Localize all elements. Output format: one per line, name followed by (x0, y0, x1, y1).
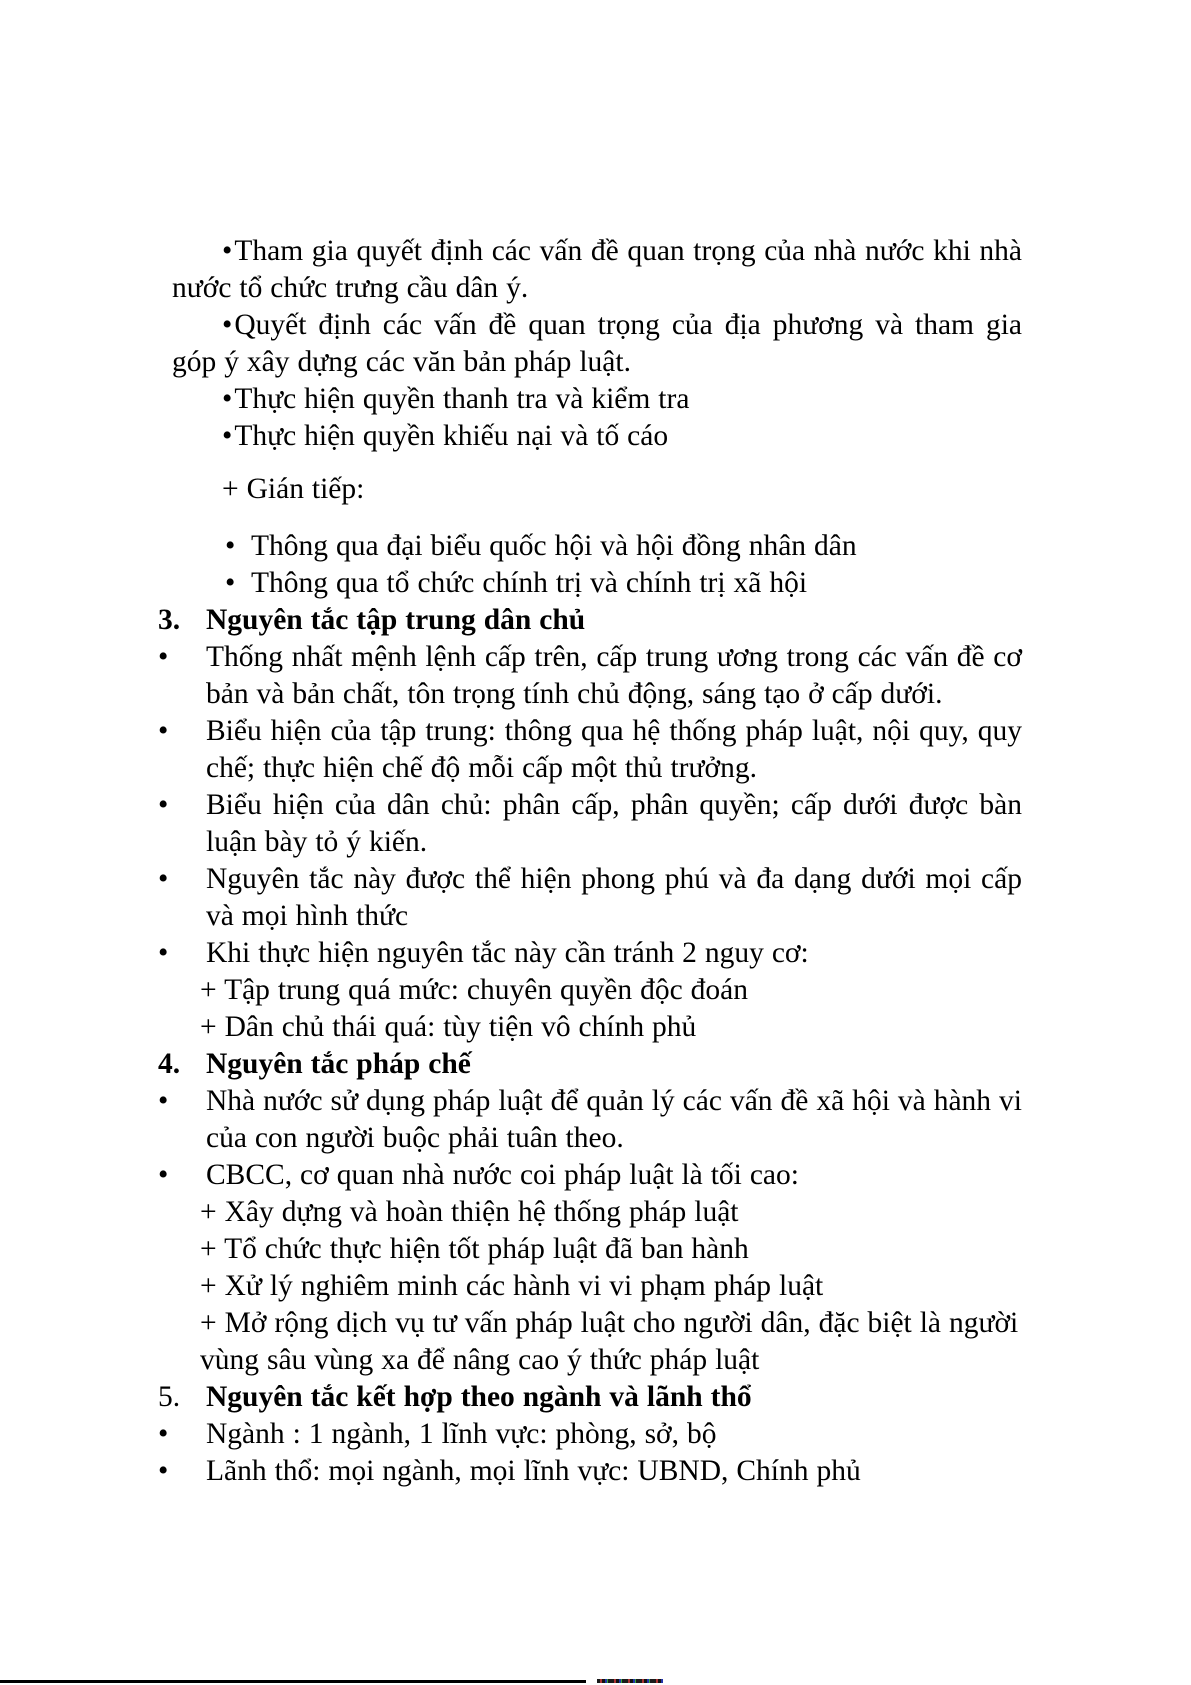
paragraph-bulleted (172, 233, 1022, 307)
list-item-text: CBCC, cơ quan nhà nước coi pháp luật là tối cao: (206, 1159, 799, 1191)
bullet-icon: • (158, 1418, 169, 1450)
list-item-text: Biểu hiện của dân chủ: phân cấp, phân quyền; cấp dưới được bàn luận bày tỏ ý kiến. (206, 789, 1022, 858)
plus-sub-line: + Tập trung quá mức: chuyên quyền độc đoán (200, 974, 748, 1006)
bullet-icon: • (158, 1455, 169, 1487)
plus-heading-line: + Gián tiếp: (222, 473, 365, 505)
sub-list-item (225, 565, 1022, 602)
paragraph-text: Thực hiện quyền khiếu nại và tố cáo (234, 420, 669, 452)
plus-sub-line: + Xây dựng và hoàn thiện hệ thống pháp luật (200, 1196, 739, 1228)
bullet-icon: • (222, 420, 233, 452)
list-item (158, 1416, 1022, 1453)
section-number: 5. (158, 1381, 181, 1413)
list-item (158, 861, 1022, 935)
paragraph-bulleted (172, 418, 1022, 455)
bullet-icon: • (158, 1159, 169, 1191)
paragraph-text: Thực hiện quyền thanh tra và kiểm tra (234, 383, 690, 415)
plus-sub-line: + Tổ chức thực hiện tốt pháp luật đã ban hành (200, 1233, 749, 1265)
list-item-text: Thông qua đại biểu quốc hội và hội đồng nhân dân (251, 530, 857, 562)
sub-list-item (225, 528, 1022, 565)
list-item (158, 1453, 1022, 1490)
document-content (0, 233, 1191, 1490)
list-item-text: Thống nhất mệnh lệnh cấp trên, cấp trung ương trong các vấn đề cơ bản và bản chất, tôn trọng tính chủ động, sáng tạo ở cấp dưới. (206, 641, 1022, 710)
list-item (158, 1083, 1022, 1157)
list-item-text: Nhà nước sử dụng pháp luật để quản lý các vấn đề xã hội và hành vi của con người buộc phải tuân theo. (206, 1085, 1022, 1154)
list-item (158, 1157, 1022, 1194)
bullet-icon: • (222, 235, 233, 267)
bullet-icon: • (222, 383, 233, 415)
list-item-text: Khi thực hiện nguyên tắc này cần tránh 2 nguy cơ: (206, 937, 809, 969)
bullet-icon: • (222, 309, 233, 341)
bullet-icon: • (225, 567, 236, 599)
page-bottom-rule (0, 1680, 586, 1683)
bullet-icon: • (158, 863, 169, 895)
bullet-icon: • (158, 937, 169, 969)
bullet-icon: • (158, 789, 169, 821)
list-item-text: Lãnh thổ: mọi ngành, mọi lĩnh vực: UBND, Chính phủ (206, 1455, 861, 1487)
section-heading (158, 602, 1022, 639)
paragraph-text: Tham gia quyết định các vấn đề quan trọng của nhà nước khi nhà nước tổ chức trưng cầu dân ý. (172, 235, 1022, 304)
list-item (158, 935, 1022, 972)
bullet-icon: • (158, 1085, 169, 1117)
page-bottom-artifact (597, 1679, 663, 1683)
paragraph-bulleted (172, 307, 1022, 381)
section-heading (158, 1046, 1022, 1083)
section-heading-text: Nguyên tắc pháp chế (206, 1048, 471, 1080)
list-item-text: Ngành : 1 ngành, 1 lĩnh vực: phòng, sở, bộ (206, 1418, 717, 1450)
list-item-text: Thông qua tổ chức chính trị và chính trị xã hội (251, 567, 808, 599)
list-item (158, 639, 1022, 713)
list-item (158, 713, 1022, 787)
section-number: 3. (158, 604, 181, 636)
paragraph-bulleted (172, 381, 1022, 418)
section-heading-text: Nguyên tắc kết hợp theo ngành và lãnh thổ (206, 1381, 752, 1413)
section-heading (158, 1379, 1022, 1416)
bullet-icon: • (158, 641, 169, 673)
plus-sub-line: + Dân chủ thái quá: tùy tiện vô chính phủ (200, 1011, 697, 1043)
paragraph-text: Quyết định các vấn đề quan trọng của địa phương và tham gia góp ý xây dựng các văn bản pháp luật. (172, 309, 1022, 378)
bullet-icon: • (158, 715, 169, 747)
section-heading-text: Nguyên tắc tập trung dân chủ (206, 604, 586, 636)
list-item-text: Nguyên tắc này được thể hiện phong phú và đa dạng dưới mọi cấp và mọi hình thức (206, 863, 1022, 932)
list-item-text: Biểu hiện của tập trung: thông qua hệ thống pháp luật, nội quy, quy chế; thực hiện chế độ mỗi cấp một thủ trưởng. (206, 715, 1022, 784)
list-item (158, 787, 1022, 861)
bullet-icon: • (225, 530, 236, 562)
section-number: 4. (158, 1048, 181, 1080)
plus-sub-line: + Mở rộng dịch vụ tư vấn pháp luật cho người dân, đặc biệt là người vùng sâu vùng xa để nâng cao ý thức pháp luật (200, 1307, 1019, 1376)
plus-sub-line: + Xử lý nghiêm minh các hành vi vi phạm pháp luật (200, 1270, 824, 1302)
